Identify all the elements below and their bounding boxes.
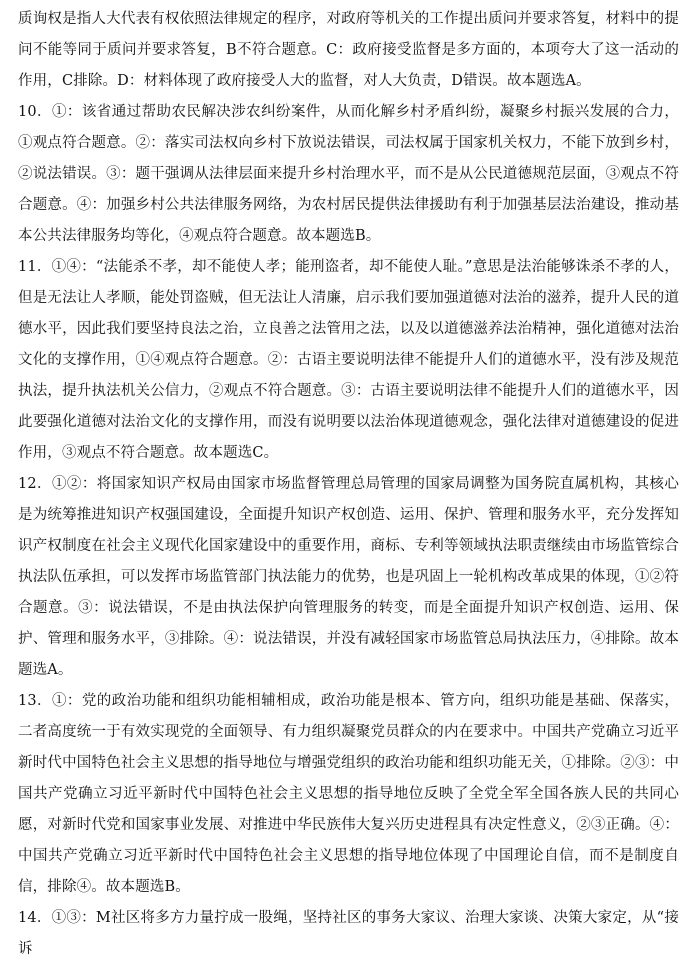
paragraph-q9-continued: 质询权是指人大代表有权依照法律规定的程序，对政府等机关的工作提出质问并要求答复，材料中的提问不能等同于质问并要求答复，B不符合题意。C：政府接受监督是多方面的，本项夸大了这一活动的作用，C排除。D：材料体现了政府接受人大的监督，对人大负责，D错误。故本题选A。 (18, 11, 679, 89)
paragraph-q11: 11．①④：“法能杀不孝，却不能使人孝；能刑盗者，却不能使人耻。”意思是法治能够诛杀不孝的人，但是无法让人孝顺，能处罚盗贼，但无法让人清廉，启示我们要加强道德对法治的滋养，提升人民的道德水平，因此我们要坚持良法之治，立良善之法管用之法，以及以道德滋养法治精神，强化道德对法治文化的支撑作用，①④观点符合题意。②：古语主要说明法律不能提升人们的道德水平，没有涉及规范执法，提升执法机关公信力，②观点不符合题意。③：古语主要说明法律不能提升人们的道德水平，因此要强化道德对法治文化的支撑作用，而没有说明要以法治体现道德观念，强化法律对道德建设的促进作用，③观点不符合题意。故本题选C。 (18, 259, 679, 461)
paragraph-q14: 14．①③：M社区将多方力量拧成一股绳，坚持社区的事务大家议、治理大家谈、决策大家定，从“接诉 (18, 910, 679, 957)
paragraph-q10: 10．①：该省通过帮助农民解决涉农纠纷案件，从而化解乡村矛盾纠纷，凝聚乡村振兴发展的合力，①观点符合题意。②：落实司法权向乡村下放说法错误，司法权属于国家机关权力，不能下放到乡村，②说法错误。③：题干强调从法律层面来提升乡村治理水平，而不是从公民道德规范层面，③观点不符合题意。④：加强乡村公共法律服务网络，为农村居民提供法律援助有利于加强基层法治建设，推动基本公共法律服务均等化，④观点符合题意。故本题选B。 (18, 104, 679, 244)
paragraph-q13: 13．①：党的政治功能和组织功能相辅相成，政治功能是根本、管方向，组织功能是基础、保落实，二者高度统一于有效实现党的全面领导、有力组织凝聚党员群众的内在要求中。中国共产党确立习近平新时代中国特色社会主义思想的指导地位与增强党组织的政治功能和组织功能无关，①排除。②③：中国共产党确立习近平新时代中国特色社会主义思想的指导地位反映了全党全军全国各族人民的共同心愿，对新时代党和国家事业发展、对推进中华民族伟大复兴历史进程具有决定性意义，②③正确。④：中国共产党确立习近平新时代中国特色社会主义思想的指导地位体现了中国理论自信，而不是制度自信，排除④。故本题选B。 (18, 693, 679, 895)
paragraph-q12: 12．①②：将国家知识产权局由国家市场监督管理总局管理的国家局调整为国务院直属机构，其核心是为统筹推进知识产权强国建设，全面提升知识产权创造、运用、保护、管理和服务水平，充分发挥知识产权制度在社会主义现代化国家建设中的重要作用，商标、专利等领域执法职责继续由市场监管综合执法队伍承担，可以发挥市场监管部门执法能力的优势，也是巩固上一轮机构改革成果的体现，①②符合题意。③：说法错误，不是由执法保护向管理服务的转变，而是全面提升知识产权创造、运用、保护、管理和服务水平，③排除。④：说法错误，并没有减轻国家市场监管总局执法压力，④排除。故本题选A。 (18, 476, 679, 678)
